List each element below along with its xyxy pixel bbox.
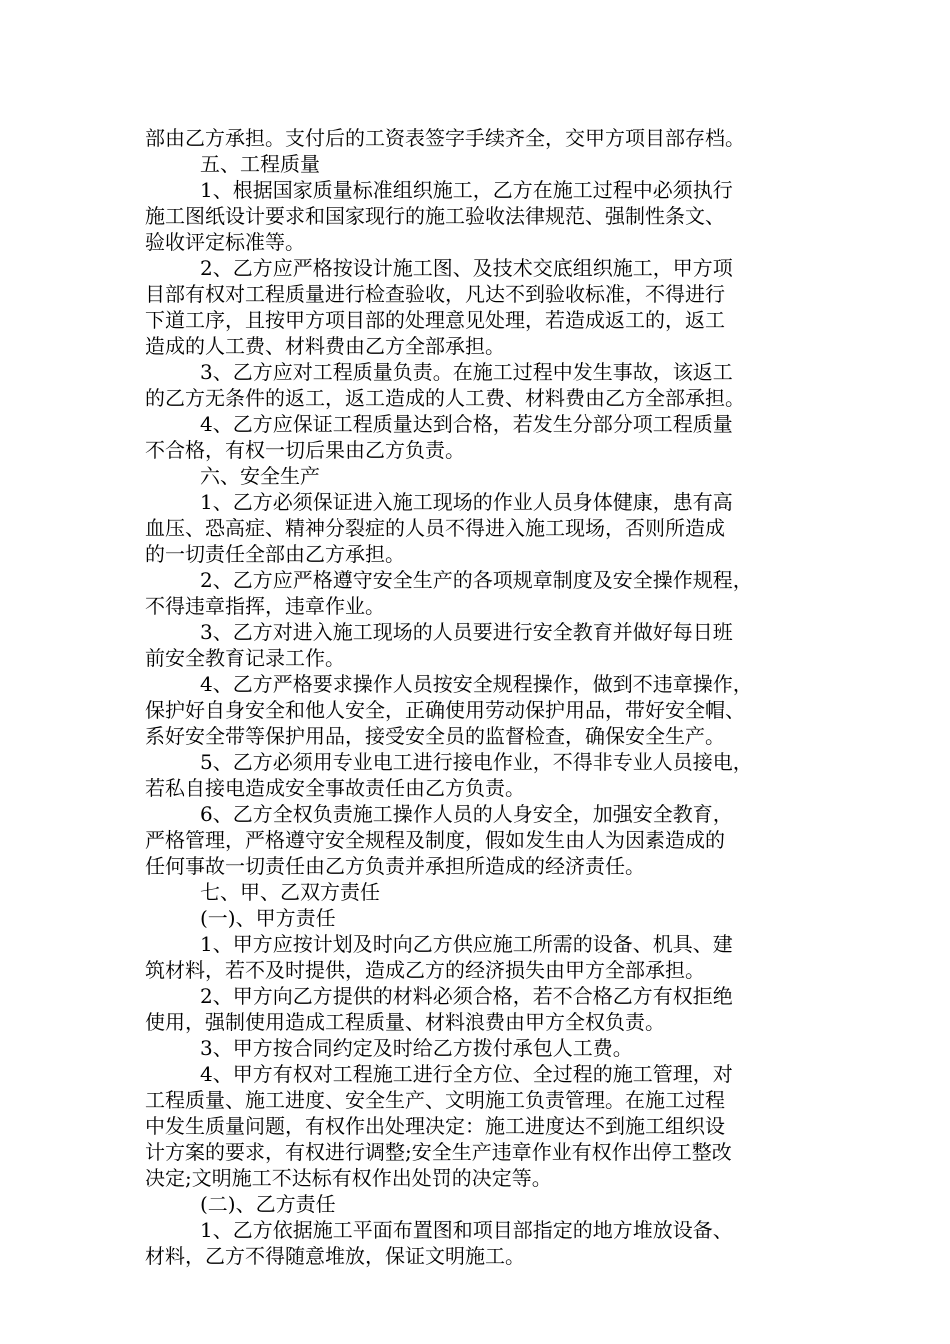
text-line: 下道工序，且按甲方项目部的处理意见处理，若造成返工的，返工 (145, 308, 725, 332)
text-line: 1、甲方应按计划及时向乙方供应施工所需的设备、机具、建 (200, 932, 733, 956)
text-line: 1、乙方依据施工平面布置图和项目部指定的地方堆放设备、 (200, 1218, 733, 1242)
text-line: 不合格，有权一切后果由乙方负责。 (145, 438, 465, 462)
text-line: 若私自接电造成安全事故责任由乙方负责。 (145, 776, 525, 800)
text-line: 4、甲方有权对工程施工进行全方位、全过程的施工管理，对 (200, 1062, 733, 1086)
text-line: 筑材料，若不及时提供，造成乙方的经济损失由甲方全部承担。 (145, 958, 705, 982)
text-line: 5、乙方必须用专业电工进行接电作业，不得非专业人员接电， (200, 750, 753, 774)
text-line: 前安全教育记录工作。 (145, 646, 345, 670)
text-line: 3、甲方按合同约定及时给乙方拨付承包人工费。 (200, 1036, 633, 1060)
document-page (145, 125, 807, 1269)
text-line: (二)、乙方责任 (200, 1192, 336, 1216)
text-line: 血压、恐高症、精神分裂症的人员不得进入施工现场，否则所造成 (145, 516, 725, 540)
text-line: 中发生质量问题，有权作出处理决定：施工进度达不到施工组织设 (145, 1114, 725, 1138)
text-line: 的一切责任全部由乙方承担。 (145, 542, 405, 566)
text-line: 2、乙方应严格遵守安全生产的各项规章制度及安全操作规程， (200, 568, 753, 592)
text-line: 施工图纸设计要求和国家现行的施工验收法律规范、强制性条文、 (145, 204, 725, 228)
text-line: 不得违章指挥，违章作业。 (145, 594, 385, 618)
text-line: 3、乙方对进入施工现场的人员要进行安全教育并做好每日班 (200, 620, 733, 644)
text-line: 2、乙方应严格按设计施工图、及技术交底组织施工，甲方项 (200, 256, 733, 280)
text-line: 的乙方无条件的返工，返工造成的人工费、材料费由乙方全部承担。 (145, 386, 745, 410)
text-line: 造成的人工费、材料费由乙方全部承担。 (145, 334, 505, 358)
text-line: 任何事故一切责任由乙方负责并承担所造成的经济责任。 (145, 854, 645, 878)
text-line: 4、乙方严格要求操作人员按安全规程操作，做到不违章操作， (200, 672, 753, 696)
text-line: 3、乙方应对工程质量负责。在施工过程中发生事故，该返工 (200, 360, 733, 384)
text-line: 工程质量、施工进度、安全生产、文明施工负责管理。在施工过程 (145, 1088, 725, 1112)
text-line: 6、乙方全权负责施工操作人员的人身安全，加强安全教育， (200, 802, 733, 826)
text-line: 计方案的要求，有权进行调整;安全生产违章作业有权作出停工整改 (145, 1140, 732, 1164)
text-line: 材料，乙方不得随意堆放，保证文明施工。 (145, 1244, 525, 1268)
text-line: 4、乙方应保证工程质量达到合格，若发生分部分项工程质量 (200, 412, 733, 436)
text-line: (一)、甲方责任 (200, 906, 336, 930)
text-line: 1、根据国家质量标准组织施工，乙方在施工过程中必须执行 (200, 178, 733, 202)
text-line: 五、工程质量 (200, 152, 320, 176)
text-line: 决定;文明施工不达标有权作出处罚的决定等。 (145, 1166, 552, 1190)
text-line: 目部有权对工程质量进行检查验收，凡达不到验收标准，不得进行 (145, 282, 725, 306)
text-line: 验收评定标准等。 (145, 230, 305, 254)
text-line: 七、甲、乙双方责任 (200, 880, 380, 904)
text-line: 部由乙方承担。支付后的工资表签字手续齐全，交甲方项目部存档。 (145, 126, 745, 150)
text-line: 2、甲方向乙方提供的材料必须合格，若不合格乙方有权拒绝 (200, 984, 733, 1008)
text-line: 使用，强制使用造成工程质量、材料浪费由甲方全权负责。 (145, 1010, 665, 1034)
text-line: 1、乙方必须保证进入施工现场的作业人员身体健康，患有高 (200, 490, 733, 514)
text-line: 保护好自身安全和他人安全，正确使用劳动保护用品，带好安全帽、 (145, 698, 745, 722)
text-line: 严格管理，严格遵守安全规程及制度，假如发生由人为因素造成的 (145, 828, 725, 852)
text-line: 六、安全生产 (200, 464, 320, 488)
text-line: 系好安全带等保护用品，接受安全员的监督检查，确保安全生产。 (145, 724, 725, 748)
